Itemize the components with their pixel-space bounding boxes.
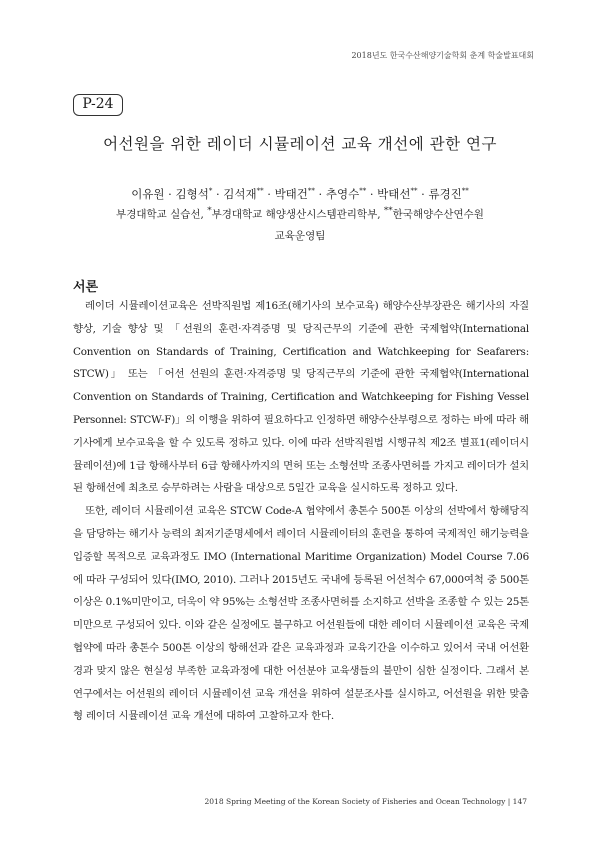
page-footer: 2018 Spring Meeting of the Korean Society of Fisheries and Ocean Technology | 147	[204, 797, 527, 806]
author-affiliation-mark: **	[410, 187, 418, 196]
author-name: 김형석	[175, 187, 209, 201]
author-separator: ·	[212, 187, 224, 201]
paragraph: 레이더 시뮬레이션교육은 선박직원법 제16조(해기사의 보수교육) 해양수산부장관은 해기사의 자질 향상, 기술 향상 및 「선원의 훈련·자격증명 및 당직근무의 기준에 관한 국제협약(International Convention on Standards of Training, Certification and Watchkeeping for Seafarers: STCW)」 또는 「어선 선원의 훈련·자격증명 및 당직근무의 기준에 관한 국제협약(International Convention on Standards of Training, Certification and Watchkeeping for Fishing Vessel Personnel: STCW-F)」의 이행을 위하여 필요하다고 인정하면 해양수산부령으로 정하는 바에 따라 해기사에게 보수교육을 할 수 있도록 정하고 있다. 이에 따라 선박직원법 시행규칙 제2조 별표1(레이더시뮬레이션)에 1급 항해사부터 6급 항해사까지의 면허 또는 소형선박 조종사면허를 가지고 레이더가 설치된 항해선에 최초로 승무하려는 사람을 대상으로 5일간 교육을 실시하도록 정하고 있다.	[73, 300, 529, 495]
author-name: 김석재	[223, 187, 257, 201]
poster-id-badge: P-24	[73, 94, 123, 116]
affiliation-c: 한국해양수산연수원	[392, 208, 484, 221]
author-list	[0, 186, 600, 202]
author-affiliation-mark: **	[461, 187, 469, 196]
paragraph: 또한, 레이더 시뮬레이션 교육은 STCW Code-A 협약에서 총톤수 500톤 이상의 선박에서 항해당직을 담당하는 해기사 능력의 최저기준명세에서 레이더 시뮬레이터의 훈련을 통하여 국제적인 해기능력을 입증할 목적으로 교육과정도 IMO (International Maritime Organization) Model Course 7.06에 따라 구성되어 있다(IMO, 2010). 그러나 2015년도 국내에 등록된 어선척수 67,000여척 중 500톤 이상은 0.1%미만이고, 더욱이 약 95%는 소형선박 조종사면허를 소지하고 선박을 조종할 수 있는 25톤 미만으로 구성되어 있다. 이와 같은 실정에도 불구하고 어선원들에 대한 레이더 시뮬레이션 교육은 국제협약에 따라 총톤수 500톤 이상의 항해선과 같은 교육과정과 교육기간을 이수하고 있어서 국내 어선환경과 맞지 않은 현실성 부족한 교육과정에 대한 어선분야 교육생들의 불만이 심한 실정이다. 그래서 본 연구에서는 어선원의 레이더 시뮬레이션 교육 개선을 위하여 설문조사를 실시하고, 어선원을 위한 맞춤형 레이더 시뮬레이션 교육 개선에 대하여 고찰하고자 한다.	[73, 505, 529, 723]
author-name: 추영수	[325, 187, 360, 201]
author-separator: ·	[263, 187, 275, 201]
affiliations-line-1	[0, 206, 600, 222]
section-heading: 서론	[73, 280, 99, 295]
affiliation-c-mark: **	[383, 206, 393, 216]
author-affiliation-mark: *	[208, 187, 213, 196]
affiliation-b: 부경대학교 해양생산시스템관리학부,	[211, 208, 384, 221]
author-name: 이유원	[131, 187, 165, 201]
author-separator: ·	[314, 187, 326, 201]
author-separator: ·	[164, 187, 176, 201]
author-affiliation-mark: **	[307, 187, 315, 196]
author-affiliation-mark: **	[256, 187, 264, 196]
author-name: 류경진	[428, 187, 462, 201]
author-name: 박태건	[274, 187, 308, 201]
author-separator: ·	[366, 187, 378, 201]
affiliations-line-2: 교육운영팀	[274, 230, 326, 242]
affiliation-a: 부경대학교 실습선,	[116, 208, 208, 221]
body-text	[73, 295, 529, 728]
conference-header: 2018년도 한국수산해양기술학회 춘계 학술발표대회	[351, 51, 534, 60]
author-name: 박태선	[377, 187, 411, 201]
affiliation-b-mark: *	[207, 206, 212, 216]
author-separator: ·	[417, 187, 429, 201]
paper-title: 어선원을 위한 레이더 시뮬레이션 교육 개선에 관한 연구	[103, 135, 497, 153]
author-affiliation-mark: **	[359, 187, 367, 196]
